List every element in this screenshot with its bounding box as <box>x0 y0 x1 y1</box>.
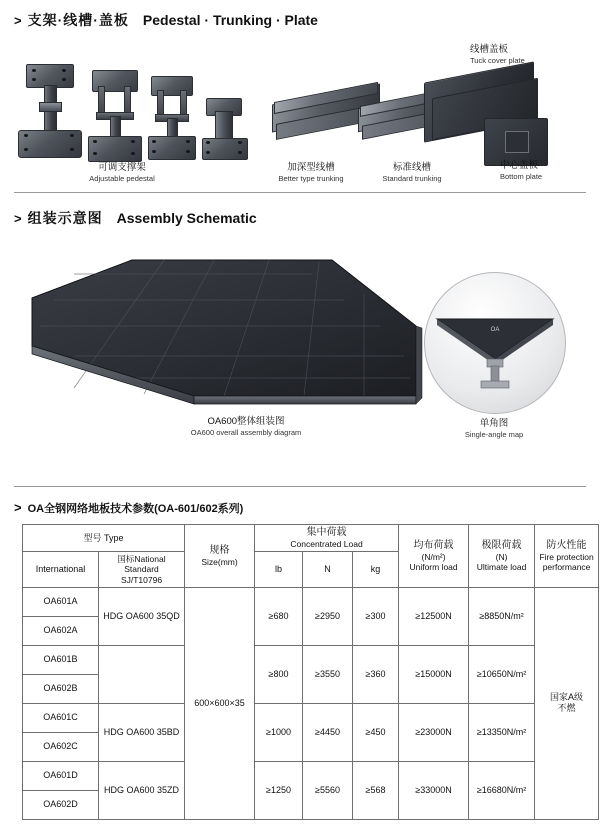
header-concentrated-cn: 集中荷载 <box>306 527 347 538</box>
single-angle-inset <box>424 272 566 414</box>
section-divider-1 <box>14 192 586 193</box>
caption-single-angle <box>444 418 544 439</box>
table-row <box>23 703 599 732</box>
section-assembly-title-en: Assembly Schematic <box>116 210 257 226</box>
header-uniform-load <box>399 525 469 588</box>
table-row <box>23 645 599 674</box>
cell-lb: ≥1000 <box>255 703 303 761</box>
header-national-en1: Standard <box>124 564 159 575</box>
fire-line-1: 国家A级 <box>550 692 584 703</box>
cell-uniform: ≥12500N <box>399 587 469 645</box>
cell-international: OA601B <box>23 645 99 674</box>
caption-en: OA600 overall assembly diagram <box>190 427 302 437</box>
caption-cn: 线槽盖板 <box>470 44 509 55</box>
pedestal-mini <box>408 354 422 370</box>
header-size <box>185 525 255 588</box>
cell-size: 600×600×35 <box>185 587 255 819</box>
section-spec-table <box>0 500 600 810</box>
header-ultimate-unit: (N) <box>495 551 508 562</box>
caption-cn: 标准线槽 <box>392 162 431 173</box>
caption-cn: 中心盖板 <box>500 160 539 171</box>
caption-better-type-trunking <box>256 162 366 183</box>
assembly-diagram <box>14 238 586 470</box>
cell-n: ≥2950 <box>303 587 353 645</box>
header-kg: kg <box>353 552 399 588</box>
cell-kg: ≥450 <box>353 703 399 761</box>
cell-ultimate: ≥13350N/m² <box>469 703 535 761</box>
cell-international: OA602A <box>23 616 99 645</box>
cell-international: OA602C <box>23 732 99 761</box>
cell-kg: ≥360 <box>353 645 399 703</box>
caption-en: Standard trunking <box>382 173 442 183</box>
cell-uniform: ≥15000N <box>399 645 469 703</box>
cell-ultimate: ≥10650N/m² <box>469 645 535 703</box>
header-fire-en: Fire protection performance <box>539 551 594 572</box>
caption-en: Bottom plate <box>500 171 543 181</box>
header-ultimate-cn: 极限荷载 <box>481 539 522 551</box>
section-arrow-icon: > <box>14 211 22 226</box>
caption-standard-trunking <box>362 162 462 183</box>
header-fire-protection <box>535 525 599 588</box>
pedestal-mini <box>314 388 328 404</box>
cell-standard: HDG OA600 35ZD <box>99 761 185 819</box>
cell-standard: HDG OA600 35QD <box>99 587 185 645</box>
table-row <box>23 587 599 616</box>
pedestal-mini <box>180 388 194 404</box>
spec-table <box>22 524 599 820</box>
header-size-cn: 规格 <box>209 544 230 556</box>
caption-en: Tuck cover plate <box>470 55 525 65</box>
pedestal-mini <box>214 252 228 268</box>
header-type-group: 型号 Type <box>23 525 185 552</box>
adjustable-pedestal-2 <box>88 70 144 162</box>
adjustable-pedestal-3 <box>148 76 200 162</box>
section-table-title-cn: OA全钢网络地板技术参数(OA-601/602系列) <box>27 503 244 515</box>
section-pedestal-title-cn: 支架·线槽·盖板 <box>27 12 129 28</box>
header-uniform-unit: (N/m²) <box>421 551 446 562</box>
caption-en: Single-angle map <box>464 429 524 439</box>
cell-lb: ≥800 <box>255 645 303 703</box>
table-row <box>23 761 599 790</box>
section-arrow-icon: > <box>14 13 22 28</box>
header-n: N <box>303 552 353 588</box>
adjustable-pedestal-4 <box>202 98 252 164</box>
cell-international: OA601C <box>23 703 99 732</box>
caption-overall-assembly <box>156 416 336 437</box>
fire-line-2: 不燃 <box>557 703 576 714</box>
pedestal-mini <box>76 354 90 370</box>
section-assembly-title-cn: 组装示意图 <box>27 210 103 226</box>
section-assembly-header <box>0 208 600 228</box>
section-pedestal-header <box>0 10 600 30</box>
cell-international: OA601D <box>23 761 99 790</box>
cell-ultimate: ≥8850N/m² <box>469 587 535 645</box>
header-lb: lb <box>255 552 303 588</box>
section-divider-2 <box>14 486 586 487</box>
caption-cn: 可调支撑架 <box>98 162 146 173</box>
cell-kg: ≥568 <box>353 761 399 819</box>
header-concentrated-load <box>255 525 399 552</box>
caption-en: Better type trunking <box>278 173 344 183</box>
section-pedestal <box>0 10 600 200</box>
pedestal-mini <box>408 318 422 334</box>
header-ultimate-load <box>469 525 535 588</box>
pedestal-mini <box>26 338 40 354</box>
single-angle-illustration <box>425 273 565 413</box>
section-arrow-icon: > <box>14 500 22 515</box>
header-uniform-cn: 均布荷载 <box>413 539 454 551</box>
header-national-en2: SJ/T10796 <box>120 574 163 585</box>
cell-international: OA602B <box>23 674 99 703</box>
cell-ultimate: ≥16680N/m² <box>469 761 535 819</box>
cell-international: OA602D <box>23 790 99 819</box>
svg-text:OA: OA <box>490 327 500 333</box>
adjustable-pedestal-1 <box>18 64 82 160</box>
header-type-national <box>99 552 185 588</box>
bottom-plate-image <box>484 118 548 166</box>
pedestal-mini <box>246 388 260 404</box>
caption-cn: OA600整体组装图 <box>207 416 285 427</box>
cell-standard <box>99 645 185 703</box>
cell-n: ≥5560 <box>303 761 353 819</box>
caption-bottom-plate <box>500 160 590 181</box>
header-uniform-en: Uniform load <box>409 561 458 572</box>
cell-n: ≥4450 <box>303 703 353 761</box>
caption-tuck-cover-plate <box>470 44 570 65</box>
caption-cn: 单角图 <box>479 418 509 429</box>
cell-kg: ≥300 <box>353 587 399 645</box>
section-assembly <box>0 208 600 498</box>
pedestal-product-images <box>0 36 600 183</box>
cell-fire <box>535 587 599 819</box>
pedestal-mini <box>126 370 140 386</box>
header-type-international: International <box>23 552 99 588</box>
table-header-row-1 <box>23 525 599 552</box>
cell-uniform: ≥33000N <box>399 761 469 819</box>
caption-cn: 加深型线槽 <box>287 162 335 173</box>
pedestal-mini <box>20 292 34 308</box>
cell-international: OA601A <box>23 587 99 616</box>
pedestal-mini <box>314 252 328 268</box>
caption-adjustable-pedestal <box>52 162 192 183</box>
pedestal-mini <box>122 252 136 268</box>
cell-standard: HDG OA600 35BD <box>99 703 185 761</box>
cell-n: ≥3550 <box>303 645 353 703</box>
header-fire-cn: 防火性能 <box>546 539 587 551</box>
cell-lb: ≥680 <box>255 587 303 645</box>
section-table-header <box>0 500 600 516</box>
cell-uniform: ≥23000N <box>399 703 469 761</box>
header-size-en: Size(mm) <box>201 556 238 567</box>
header-ultimate-en: Ultimate load <box>476 561 527 572</box>
pedestal-mini <box>380 388 394 404</box>
header-national-cn: 国标National <box>117 554 166 565</box>
section-pedestal-title-en: Pedestal · Trunking · Plate <box>142 12 318 28</box>
header-concentrated-en: Concentrated Load <box>290 539 363 549</box>
cell-lb: ≥1250 <box>255 761 303 819</box>
caption-en: Adjustable pedestal <box>89 173 155 183</box>
